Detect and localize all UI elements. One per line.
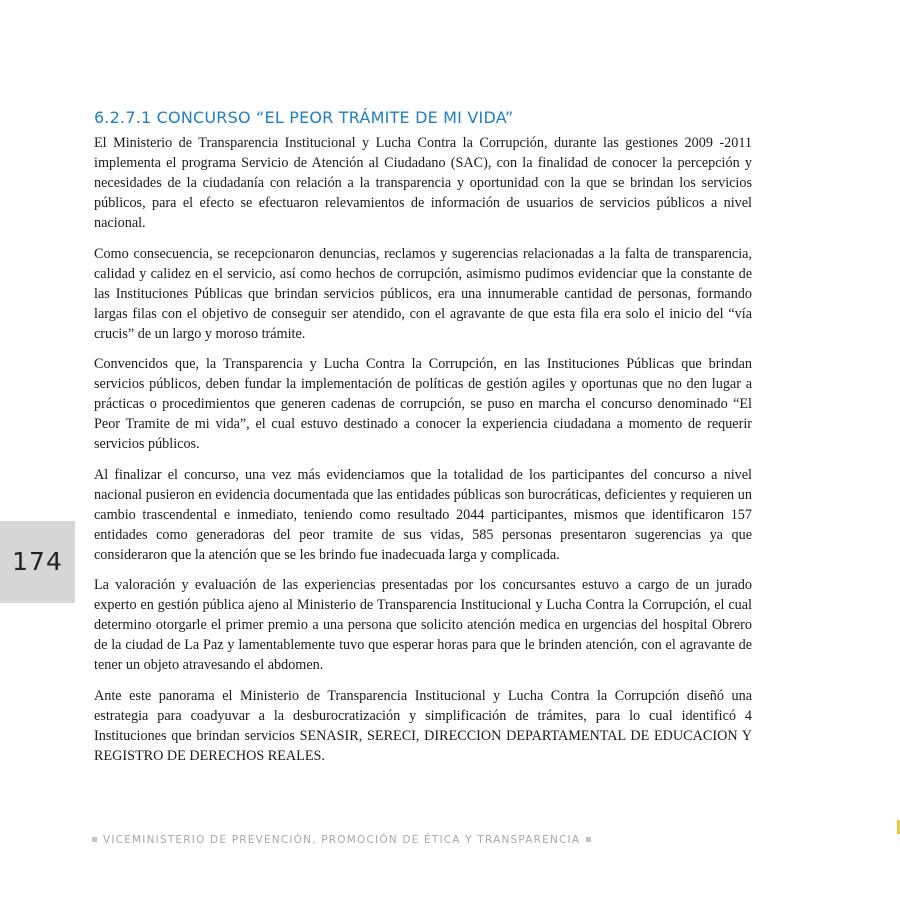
square-bullet-icon [586, 837, 591, 842]
section-title: 6.2.7.1 CONCURSO “EL PEOR TRÁMITE DE MI VIDA” [94, 108, 514, 127]
body-text [94, 133, 752, 776]
paragraph: La valoración y evaluación de las experiencias presentadas por los concursantes estuvo a cargo de un jurado experto en gestión pública ajeno al Ministerio de Transparencia Institucional y Lucha Contra la Corrupción, el cual determino otorgarle el primer premio a una persona que solicito atención medica en urgencias del hospital Obrero de la ciudad de La Paz y lamentablemente tuvo que esperar horas para que le brinden atención, con el agravante de tener un objeto atravesando el abdomen. [94, 577, 752, 673]
paragraph: Al finalizar el concurso, una vez más evidenciamos que la totalidad de los participantes del concurso a nivel nacional pusieron en evidencia documentada que las entidades públicas son burocráticas, deficientes y requieren un cambio trascendental e inmediato, teniendo como resultado 2044 participantes, mismos que identificaron 157 entidades como generadoras del peor tramite de sus vidas, 585 personas presentaron sugerencias ya que consideraron que la atención que se les brindo fue inadecuada larga y complicada. [94, 466, 752, 563]
page-number: 174 [12, 547, 63, 576]
footer-text: VICEMINISTERIO DE PREVENCIÓN, PROMOCIÓN DE ÉTICA Y TRANSPARENCIA [103, 834, 581, 846]
paragraph: Convencidos que, la Transparencia y Lucha Contra la Corrupción, en las Instituciones Públicas que brindan servicios públicos, deben fundar la implementación de políticas de gestión agiles y oportunas que no den lugar a prácticas o procedimientos que generen cadenas de corrupción, se puso en marcha el concurso denominado “El Peor Tramite de mi vida”, el cual estuvo destinado a conocer la experiencia ciudadana a momento de requerir servicios públicos. [94, 356, 752, 452]
paragraph: Como consecuencia, se recepcionaron denuncias, reclamos y sugerencias relacionadas a la falta de transparencia, calidad y calidez en el servicio, así como hechos de corrupción, asimismo pudimos evidenciar que la constante de las Instituciones Públicas que brindan servicios públicos, era una innumerable cantidad de personas, formando largas filas con el objetivo de conseguir ser atendido, con el agravante de que esta fila era solo el inicio del “vía crucis” de un largo y moroso trámite. [94, 245, 752, 342]
page-number-tab [0, 521, 75, 603]
footer [92, 834, 591, 846]
square-bullet-icon [92, 837, 97, 842]
paragraph: El Ministerio de Transparencia Institucional y Lucha Contra la Corrupción, durante las gestiones 2009 -2011 implementa el programa Servicio de Atención al Ciudadano (SAC), con la finalidad de conocer la percepción y necesidades de la ciudadanía con relación a la transparencia y oportunidad con la que se brindan los servicios públicos, para el efecto se efectuaron relevamientos de información de usuarios de servicios públicos a nivel nacional. [94, 135, 752, 231]
paragraph: Ante este panorama el Ministerio de Transparencia Institucional y Lucha Contra la Corrupción diseñó una estrategia para coadyuvar a la desburocratización y simplificación de trámites, para lo cual identificó 4 Instituciones que brindan servicios SENASIR, SERECI, DIRECCION DEPARTAMENTAL DE EDUCACION Y REGISTRO DE DERECHOS REALES. [94, 687, 752, 764]
